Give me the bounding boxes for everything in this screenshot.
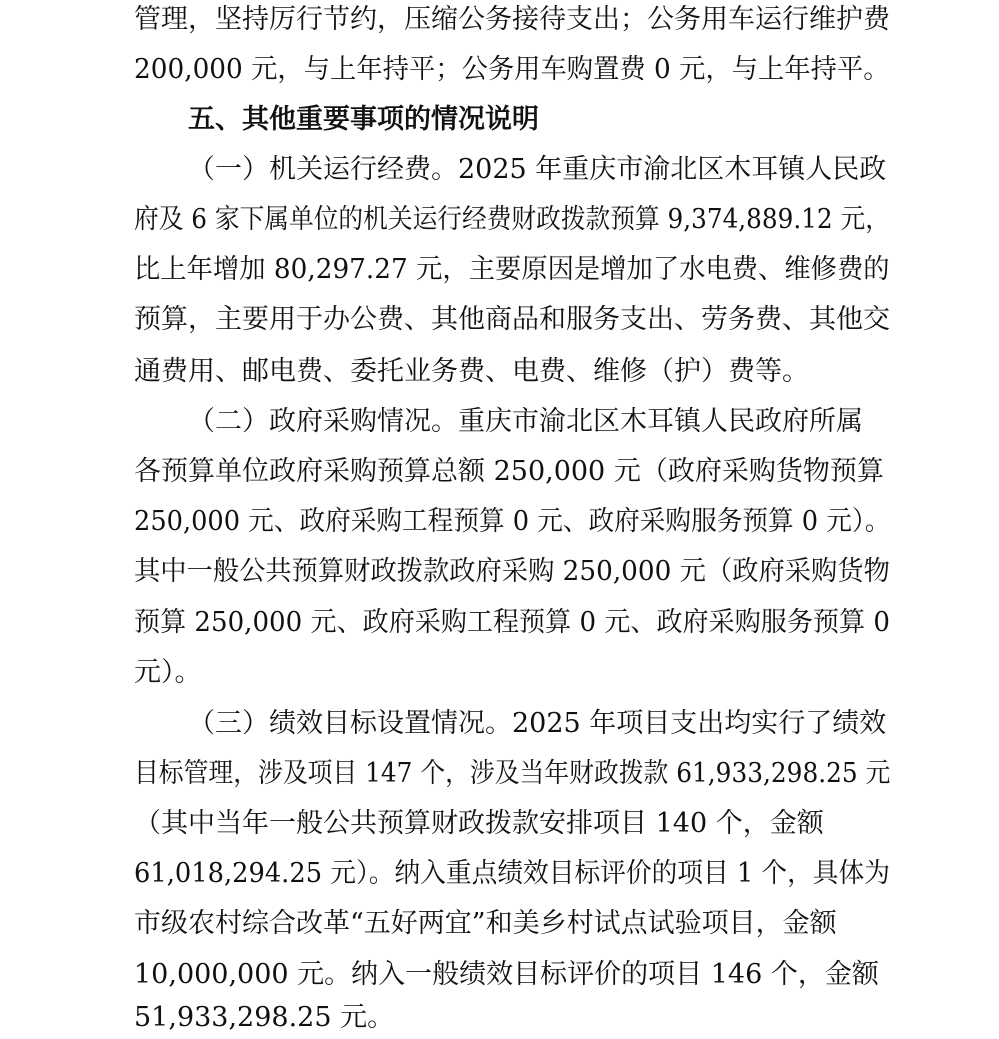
paragraph-line: 预算，主要用于办公费、其他商品和服务支出、劳务费、其他交 [134,304,890,335]
paragraph-line: 各预算单位政府采购预算总额 250,000 元（政府采购货物预算 [134,456,884,487]
paragraph-line: 比上年增加 80,297.27 元，主要原因是增加了水电费、维修费的 [134,254,890,285]
section-heading: 五、其他重要事项的情况说明 [188,104,539,135]
paragraph-line: 51,933,298.25 元。 [134,1002,395,1033]
paragraph-line: 府及 6 家下属单位的机关运行经费财政拨款预算 9,374,889.12 元， [134,204,890,235]
paragraph-line: （一）机关运行经费。2025 年重庆市渝北区木耳镇人民政 [188,154,887,185]
paragraph-line: 预算 250,000 元、政府采购工程预算 0 元、政府采购服务预算 0 [134,607,890,638]
paragraph-line: （二）政府采购情况。重庆市渝北区木耳镇人民政府所属 [188,406,863,437]
paragraph-line: 10,000,000 元。纳入一般绩效目标评价的项目 146 个，金额 [134,959,879,990]
paragraph-line: 通费用、邮电费、委托业务费、电费、维修（护）费等。 [134,356,809,387]
paragraph-line: 250,000 元、政府采购工程预算 0 元、政府采购服务预算 0 元）。 [134,506,891,537]
paragraph-line: 61,018,294.25 元）。纳入重点绩效目标评价的项目 1 个，具体为 [134,858,890,889]
paragraph-line: （三）绩效目标设置情况。2025 年项目支出均实行了绩效 [188,708,887,739]
text-line: 管理，坚持厉行节约，压缩公务接待支出；公务用车运行维护费 [134,4,890,35]
paragraph-line: 目标管理，涉及项目 147 个，涉及当年财政拨款 61,933,298.25 元 [134,758,891,789]
paragraph-line: 市级农村综合改革“五好两宜”和美乡村试点试验项目，金额 [134,908,837,939]
paragraph-line: 元）。 [134,657,202,688]
paragraph-line: 其中一般公共预算财政拨款政府采购 250,000 元（政府采购货物 [134,556,890,587]
paragraph-line: （其中当年一般公共预算财政拨款安排项目 140 个，金额 [134,808,824,839]
text-line: 200,000 元，与上年持平；公务用车购置费 0 元，与上年持平。 [134,54,890,85]
